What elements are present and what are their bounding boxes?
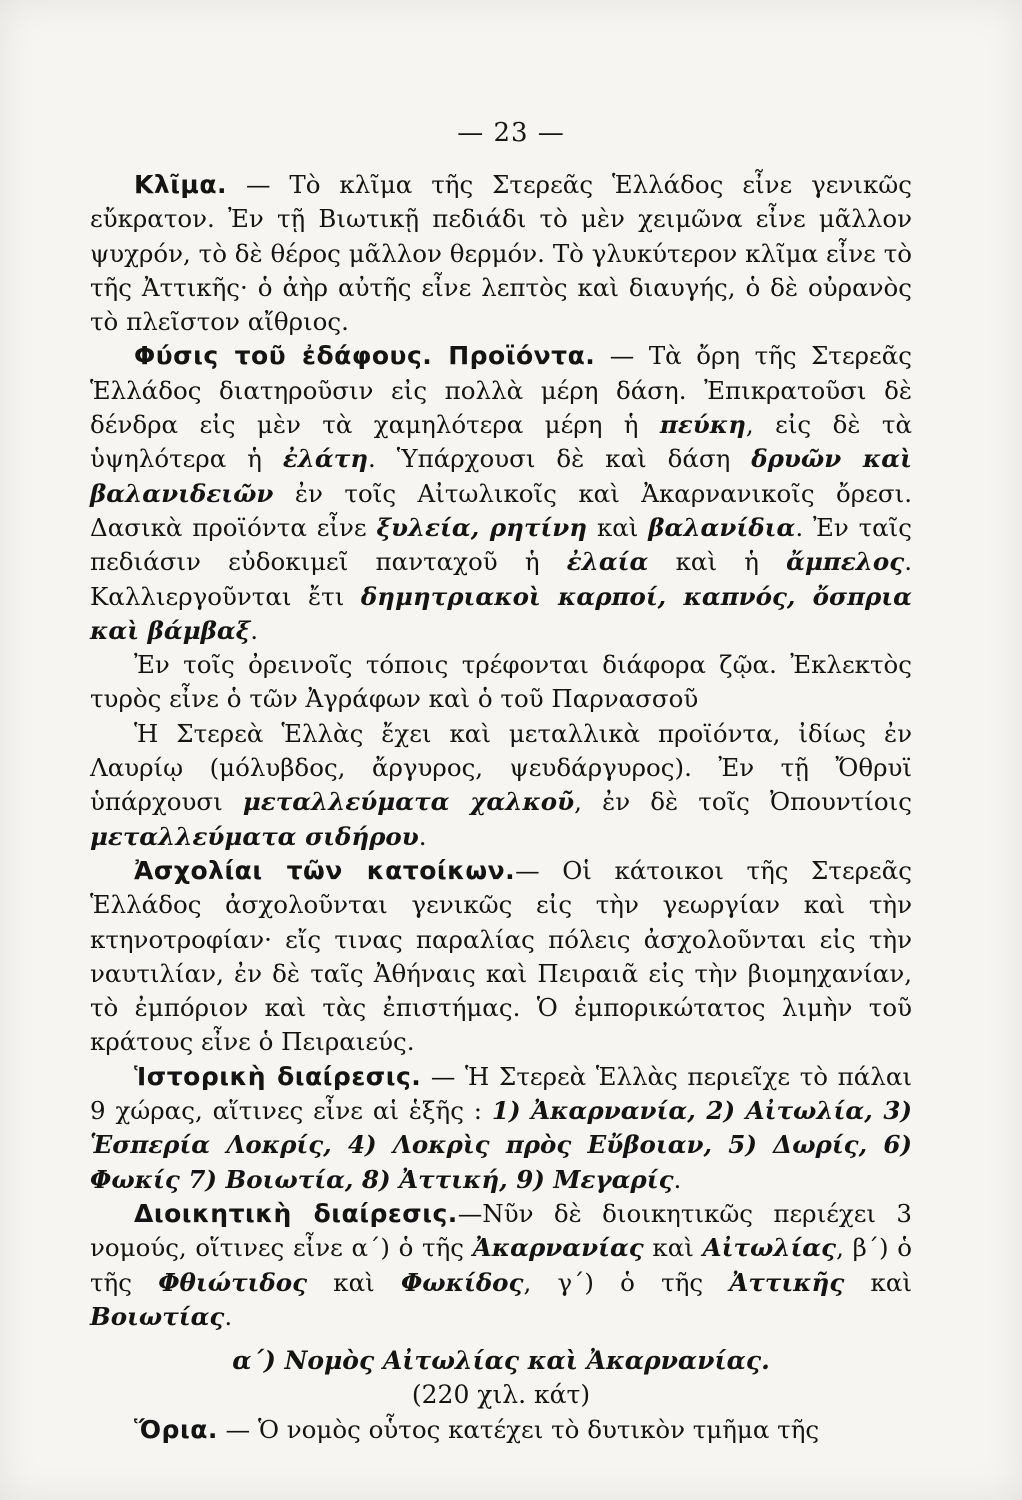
paragraph-text: . xyxy=(673,1164,682,1194)
emphasis-term: ἐλαία xyxy=(566,547,649,577)
paragraph-text: καὶ xyxy=(844,1267,912,1297)
paragraph-text: . Ἐν ταῖς πεδιάσιν εὐδοκιμεῖ πανταχοῦ ἡ xyxy=(90,512,912,577)
nomos-area: (220 χιλ. κάτ) xyxy=(411,1380,591,1410)
paragraph-text: — Ὁ νομὸς οὗτος κατέχει τὸ δυτικὸν τμῆμα τῆς xyxy=(217,1414,820,1444)
paragraph-text: . xyxy=(250,615,259,645)
paragraph-text: ἐν τοῖς Αἰτωλικοῖς καὶ Ἀκαρνανικοῖς ὄρεσι. Δασικὰ προϊόντα εἶνε xyxy=(90,478,912,542)
subheading-istoriki: Ἱστορικὴ διαίρεσις. xyxy=(134,1061,422,1091)
emphasis-term: Φωκίδος xyxy=(400,1267,524,1297)
subheading-dioikitiki: Διοικητικὴ διαίρεσις. xyxy=(134,1198,458,1228)
paragraph-text: καὶ xyxy=(307,1267,401,1297)
paragraph-text: . Καλλιεργοῦνται ἔτι xyxy=(90,547,912,611)
paragraph-oreinois: Ἐν τοῖς ὀρεινοῖς τόποις τρέφονται διάφορα ζῷα. Ἐκλεκτὸς τυρὸς εἶνε ὁ τῶν Ἀγράφων καὶ ὁ τοῦ Παρνασσοῦ xyxy=(90,650,912,714)
subheading-physis: Φύσις τοῦ ἐδάφους. xyxy=(134,341,433,371)
emphasis-term: βαλανίδια xyxy=(648,512,796,542)
emphasis-term: ξυλεία, ρητίνη xyxy=(376,512,588,542)
paragraph-klima xyxy=(90,168,912,339)
emphasis-term: Βοιωτίας xyxy=(90,1301,225,1331)
page-number: — 23 — xyxy=(457,118,565,148)
paragraph-metallika xyxy=(90,717,912,854)
paragraph-text: , γ΄) ὁ τῆς xyxy=(523,1267,730,1297)
nomos-heading: α΄) Νομὸς Αἰτωλίας καὶ Ἀκαρνανίας. xyxy=(232,1346,770,1376)
paragraph-text: — Ἡ Στερεὰ Ἑλλὰς περιεῖχε τὸ πάλαι 9 χώρας, αἵτινες εἶνε αἱ ἑξῆς : xyxy=(90,1061,912,1126)
paragraph-text: . xyxy=(418,821,427,851)
paragraph-text: καὶ ἡ xyxy=(648,547,787,577)
emphasis-term: δημητριακοὶ καρποί, καπνός, ὄσπρια καὶ βάμβαξ xyxy=(90,581,913,645)
paragraph-istoriki xyxy=(90,1060,912,1197)
subheading-proionta: Προϊόντα. xyxy=(432,341,596,371)
paragraph-text: καὶ xyxy=(587,512,649,542)
paragraph-text: — Τὰ ὄρη τῆς Στερεᾶς Ἑλλάδος διατηροῦσιν εἰς πολλὰ μέρη δάση. Ἐπικρατοῦσι δὲ δένδρα εἰς μὲν τὰ χαμηλότερα μέρη ἡ xyxy=(90,341,913,440)
paragraph-text: — Οἱ κάτοικοι τῆς Στερεᾶς Ἑλλάδος ἀσχολοῦνται γενικῶς εἰς τὴν γεωργίαν καὶ τὴν κτηνοτροφίαν· εἴς τινας παραλίας πόλεις ἀσχολοῦνται εἰς τὴν ναυτιλίαν, ἐν δὲ ταῖς Ἀθήναις καὶ Πειραιᾶ εἰς τὴν βιομηχανίαν, τὸ ἐμπόριον καὶ τὰς ἐπιστήμας. Ὁ ἐμπορικώτατος λιμὴν τοῦ κράτους εἶνε ὁ Πειραιεύς. xyxy=(90,855,912,1057)
paragraph-text: —Νῦν δὲ διοικητικῶς περιέχει 3 νομούς, οἵτινες εἶνε α΄) ὁ τῆς xyxy=(90,1198,912,1263)
paragraph-text: , εἰς δὲ τὰ ὑψηλότερα ἡ xyxy=(90,410,912,474)
emphasis-term: πεύκη xyxy=(659,410,746,440)
paragraph-text: . xyxy=(224,1301,233,1331)
paragraph-ascholiai xyxy=(90,854,912,1060)
paragraph-dioikitiki xyxy=(90,1197,912,1334)
page-body xyxy=(90,168,912,1447)
emphasis-term: Φθιώτιδος xyxy=(158,1267,308,1297)
paragraph-text: — Τὸ κλῖμα τῆς Στερεᾶς Ἑλλάδος εἶνε γενικῶς εὔκρατον. Ἐν τῇ Βιωτικῇ πεδιάδι τὸ μὲν χειμῶνα εἶνε μᾶλλον ψυχρόν, τὸ δὲ θέρος μᾶλλον θερμόν. Τὸ γλυκύτερον κλῖμα εἶνε τὸ τῆς Ἀττικῆς· ὁ ἀὴρ αὐτῆς εἶνε λεπτὸς καὶ διαυγής, ὁ δὲ οὐρανὸς τὸ πλεῖστον αἴθριος. xyxy=(90,170,912,337)
emphasis-term: δρυῶν καὶ βαλανιδειῶν xyxy=(90,444,913,508)
emphasis-term: Ἀκαρνανίας xyxy=(472,1233,644,1263)
emphasis-term: 1) Ἀκαρνανία, 2) Αἰτωλία, 3) Ἑσπερία Λοκρίς, 4) Λοκρὶς πρὸς Εὔβοιαν, 5) Δωρίς, 6) Φωκίς 7) Βοιωτία, 8) Ἀττική, 9) Μεγαρίς xyxy=(90,1096,912,1194)
emphasis-term: ἄμπελος xyxy=(786,547,905,577)
emphasis-term: Ἀττικῆς xyxy=(729,1267,845,1297)
paragraph-text: , ἐν δὲ τοῖς Ὀπουντίοις xyxy=(574,787,912,817)
paragraph-oria xyxy=(90,1413,912,1447)
emphasis-term: μεταλλεύματα σιδήρου xyxy=(90,821,419,851)
subheading-ascholiai: Ἀσχολίαι τῶν κατοίκων. xyxy=(134,855,516,885)
paragraph-text: , β΄) ὁ τῆς xyxy=(90,1233,912,1297)
subheading-klima: Κλῖμα. xyxy=(134,170,228,199)
subheading-oria: Ὅρια. xyxy=(134,1414,218,1444)
paragraph-text: Ἡ Στερεὰ Ἑλλὰς ἔχει καὶ μεταλλικὰ προϊόντα, ἰδίως ἐν Λαυρίῳ (μόλυβδος, ἄργυρος, ψευδάργυρος). Ἐν τῇ Ὄθρυϊ ὑπάρχουσι xyxy=(90,718,912,817)
paragraph-text: καὶ xyxy=(643,1233,703,1263)
paragraph-text: . Ὑπάρχουσι δὲ καὶ δάση xyxy=(368,444,752,474)
emphasis-term: μεταλλεύματα χαλκοῦ xyxy=(242,787,575,817)
emphasis-term: ἐλάτη xyxy=(282,444,369,474)
emphasis-term: Αἰτωλίας xyxy=(702,1233,837,1263)
paragraph-physis xyxy=(90,339,912,648)
